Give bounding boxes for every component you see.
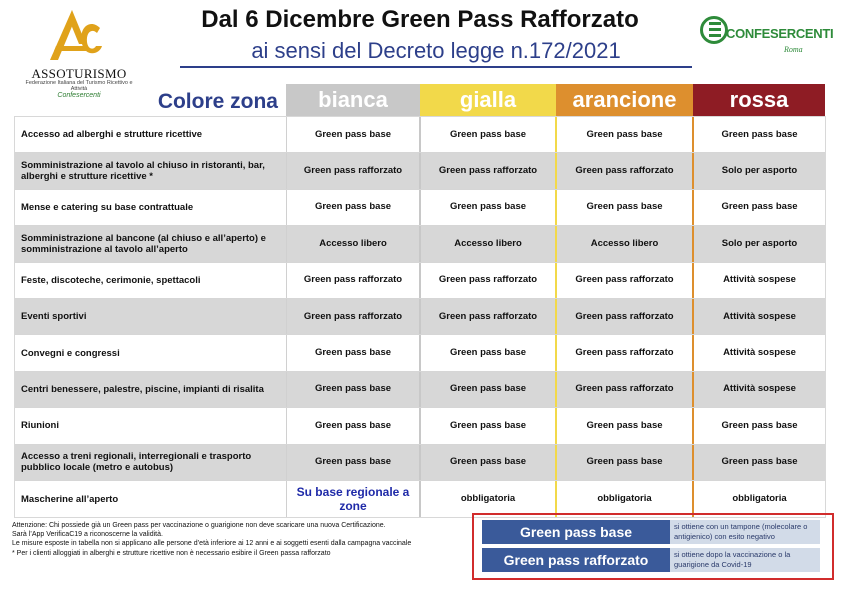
bianca-cell: Su base regionale a zone [287, 481, 421, 517]
rossa-cell: Solo per asporto [721, 237, 798, 249]
table-row [15, 335, 825, 371]
footnote: Attenzione: Chi possiede già un Green pass per vaccinazione o guarigione non deve scaricare una nuova Certificazione. [12, 522, 386, 529]
gialla-cell: Accesso libero [421, 226, 557, 261]
arancione-cell: Green pass base [557, 190, 694, 225]
zone-color-label: Colore zona [157, 90, 278, 113]
arancione-cell: Green pass rafforzato [557, 299, 694, 334]
rossa-cell: Attività sospese [723, 347, 796, 359]
gialla-cell: Green pass rafforzato [421, 263, 557, 298]
gialla-cell: Green pass rafforzato [421, 153, 557, 188]
page-subtitle: ai sensi del Decreto legge n.172/2021 [180, 38, 692, 68]
bianca-cell: Green pass base [287, 408, 421, 443]
bianca-cell: Green pass rafforzato [287, 153, 421, 188]
assoturismo-mark-icon [42, 6, 106, 64]
rossa-cell: Green pass base [721, 456, 798, 468]
bianca-cell: Green pass rafforzato [287, 299, 421, 334]
rossa-cell: Attività sospese [723, 274, 796, 286]
gialla-cell: Green pass base [421, 445, 557, 480]
activity-cell: Mascherine all’aperto [15, 481, 287, 517]
gialla-cell: Green pass base [421, 408, 557, 443]
arancione-cell: obbligatoria [557, 481, 694, 517]
gialla-cell: Green pass rafforzato [421, 299, 557, 334]
confesercenti-mark-icon [700, 16, 728, 44]
gialla-cell: Green pass base [421, 372, 557, 407]
assoturismo-brand: Confesercenti [57, 92, 101, 99]
rules-table [14, 116, 826, 518]
zone-header-gialla: gialla [420, 84, 556, 116]
footnote: * Per i clienti alloggiati in alberghi e strutture ricettive non è necessario esibire il Green passa rafforzato [12, 549, 331, 557]
activity-cell: Somministrazione al bancone (al chiuso e all’aperto) e somministrazione al tavolo all’aperto [15, 226, 287, 261]
table-row [15, 299, 825, 335]
zone-header-arancione: arancione [556, 84, 693, 116]
green-pass-legend [472, 513, 834, 580]
activity-cell: Riunioni [15, 408, 287, 443]
confesercenti-name: CONFESERCENTI [726, 26, 834, 41]
page-title: Dal 6 Dicembre Green Pass Rafforzato [201, 6, 639, 33]
confesercenti-logo [700, 12, 834, 62]
activity-cell: Mense e catering su base contrattuale [15, 190, 287, 225]
rossa-cell: Attività sospese [723, 310, 796, 322]
bianca-cell: Green pass base [287, 372, 421, 407]
footnote: Sarà l’App VerificaC19 a riconoscerne la validità. [12, 531, 163, 539]
table-row [15, 408, 825, 444]
footnote: Le misure esposte in tabella non si applicano alle persone d’età inferiore ai 12 anni e ai soggetti esenti dalla campagna vaccinale [12, 540, 412, 548]
gialla-cell: Green pass base [421, 190, 557, 225]
legend-desc-rafforzato: si ottiene dopo la vaccinazione o la guarigione da Covid-19 [670, 548, 820, 572]
bianca-cell: Green pass base [287, 445, 421, 480]
footnotes [12, 521, 462, 558]
arancione-cell: Green pass base [557, 445, 694, 480]
table-row [15, 226, 825, 262]
gialla-cell: Green pass base [421, 117, 557, 152]
confesercenti-city: Roma [784, 45, 803, 54]
activity-cell: Eventi sportivi [15, 299, 287, 334]
rossa-cell: obbligatoria [732, 493, 787, 505]
activity-cell: Centri benessere, palestre, piscine, impianti di risalita [15, 372, 287, 407]
table-row [15, 372, 825, 408]
activity-cell: Accesso ad alberghi e strutture ricettive [15, 117, 287, 152]
legend-desc-base: si ottiene con un tampone (molecolare o antigienico) con esito negativo [670, 520, 820, 544]
bianca-cell: Green pass base [287, 335, 421, 370]
arancione-cell: Green pass rafforzato [557, 335, 694, 370]
zone-header-bianca: bianca [286, 84, 420, 116]
table-row [15, 481, 825, 517]
rossa-cell: Green pass base [721, 128, 798, 140]
table-row [15, 153, 825, 189]
rossa-cell: Green pass base [721, 419, 798, 431]
legend-row-base [482, 520, 820, 544]
legend-key-base: Green pass base [482, 520, 670, 544]
zone-header-rossa: rossa [693, 84, 825, 116]
legend-row-rafforzato [482, 548, 820, 572]
bianca-cell: Green pass base [287, 190, 421, 225]
bianca-cell: Green pass base [287, 117, 421, 152]
arancione-cell: Green pass rafforzato [557, 263, 694, 298]
legend-key-rafforzato: Green pass rafforzato [482, 548, 670, 572]
rossa-cell: Green pass base [721, 201, 798, 213]
table-row [15, 117, 825, 153]
arancione-cell: Green pass rafforzato [557, 153, 694, 188]
arancione-cell: Green pass base [557, 408, 694, 443]
assoturismo-name: ASSOTURISMO [31, 66, 127, 81]
table-row [15, 263, 825, 299]
rossa-cell: Solo per asporto [721, 165, 798, 177]
arancione-cell: Green pass rafforzato [557, 372, 694, 407]
activity-cell: Accesso a treni regionali, interregionali e trasporto pubblico locale (metro e autobus) [15, 445, 287, 480]
bianca-cell: Accesso libero [287, 226, 421, 261]
assoturismo-logo [14, 6, 134, 102]
activity-cell: Feste, discoteche, cerimonie, spettacoli [15, 263, 287, 298]
gialla-cell: obbligatoria [421, 481, 557, 517]
activity-cell: Somministrazione al tavolo al chiuso in ristoranti, bar, alberghi e strutture ricettive * [15, 153, 287, 188]
table-row [15, 445, 825, 481]
bianca-cell: Green pass rafforzato [287, 263, 421, 298]
gialla-cell: Green pass base [421, 335, 557, 370]
assoturismo-subtitle: Federazione Italiana del Turismo Ricettivo e Attività [25, 80, 133, 92]
arancione-cell: Green pass base [557, 117, 694, 152]
table-row [15, 190, 825, 226]
arancione-cell: Accesso libero [557, 226, 694, 261]
activity-cell: Convegni e congressi [15, 335, 287, 370]
rossa-cell: Attività sospese [723, 383, 796, 395]
